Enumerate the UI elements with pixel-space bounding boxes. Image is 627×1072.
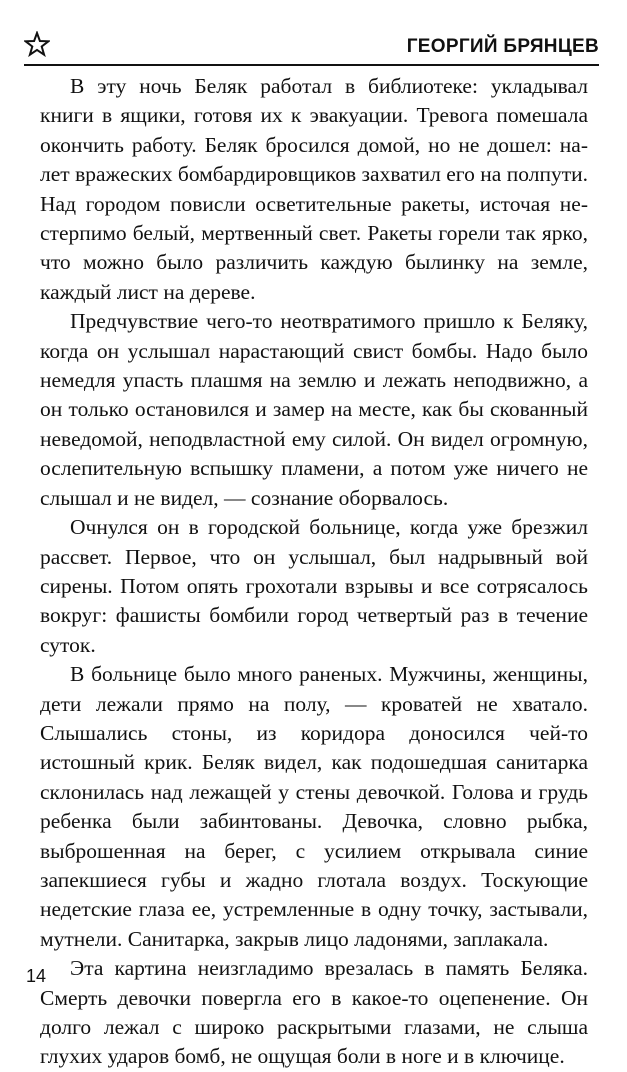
main-text bbox=[40, 72, 588, 1072]
paragraph: Предчувствие чего-то неотвратимого пришло к Беляку, когда он услышал нарастающий свист бомбы. Надо было немедля упасть плашмя на землю и лежать неподвижно, а он только остановился и замер на месте, как бы скованный неведомой, неподвластной ему силой. Он видел огромную, ослепительную вспышку пламени, а потом уже ничего не слышал и не видел, — сознание оборвалось. bbox=[40, 309, 588, 510]
paragraph: Эта картина неизгладимо врезалась в память Беляка. Смерть девочки повергла его в какое-то оцепенение. Он долго лежал с широко раскрытыми глазами, не слыша глухих ударов бомб, не ощущая боли в ноге и в ключице. bbox=[40, 956, 588, 1069]
paragraph: Очнулся он в городской больнице, когда уже брезжил рассвет. Первое, что он услышал, был надрывный вой сирены. Потом опять грохотали взрывы и все сотрясалось вокруг: фашисты бомбили город четвертый раз в течение суток. bbox=[40, 515, 588, 657]
running-header bbox=[24, 30, 599, 66]
paragraph: В эту ночь Беляк работал в библиотеке: укладывал книги в ящики, готовя их к эвакуации. Тревога помешала окончить работу. Беляк бросился домой, но не дошел: налет вражеских бомбардировщиков захватил его на полпути. Над городом повисли осветительные ракеты, источая нестерпимо белый, мертвенный свет. Ракеты горели так ярко, что можно было различить каждую былинку на земле, каждый лист на дереве. bbox=[40, 74, 588, 304]
paragraph: В больнице было много раненых. Мужчины, женщины, дети лежали прямо на полу, — кроватей не хватало. Слышались стоны, из коридора доносился чей-то истошный крик. Беляк видел, как подошедшая санитарка склонилась над лежащей у стены девочкой. Голова и грудь ребенка были забинтованы. Девочка, словно рыбка, выброшенная на берег, с усилием открывала синие запекшиеся губы и жадно глотала воздух. Тоскующие недетские глаза ее, устремленные в одну точку, застывали, мутнели. Санитарка, закрыв лицо ладонями, заплакала. bbox=[40, 662, 588, 951]
page-number: 14 bbox=[26, 966, 47, 986]
running-title: ГЕОРГИЙ БРЯНЦЕВ bbox=[406, 36, 599, 57]
star-outline-icon bbox=[24, 31, 50, 57]
